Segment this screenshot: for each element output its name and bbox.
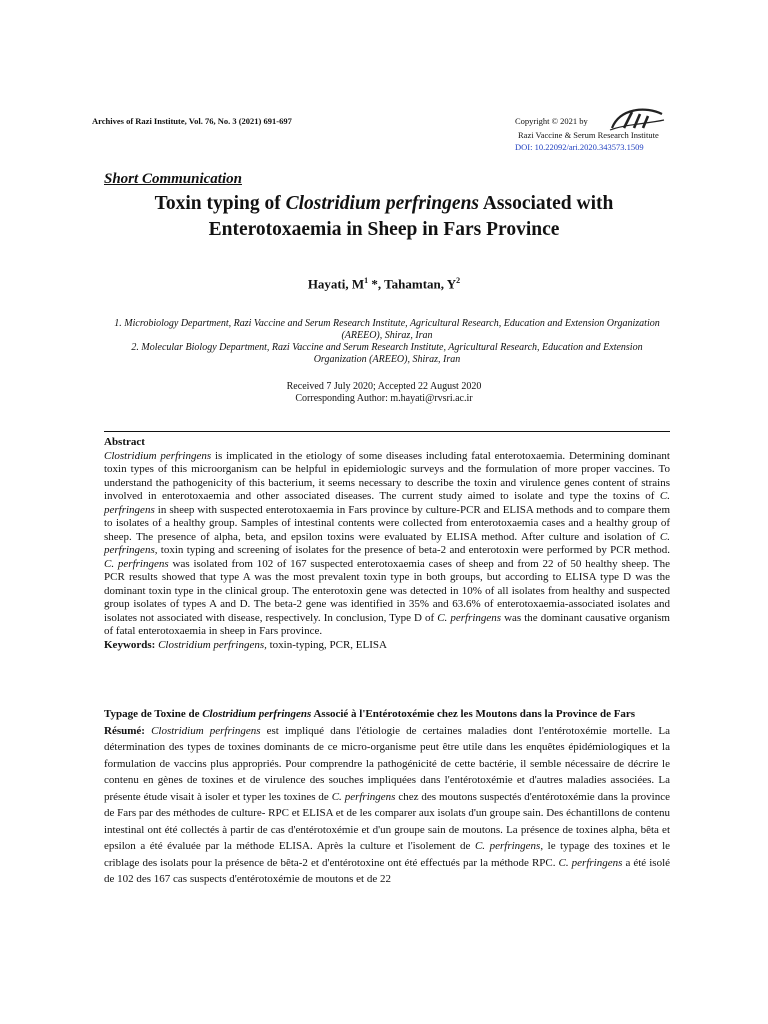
abstract-span: C. perfringens (104, 557, 169, 570)
affiliation-1: 1. Microbiology Department, Razi Vaccine and Serum Research Institute, Agricultural Research, Education and Extension Organization (AREEO), Shiraz, Iran (114, 318, 660, 341)
author-2: , Tahamtan, Y (377, 276, 457, 292)
section-label: Short Communication (104, 171, 242, 187)
abstract-span: was the dominant causative organism of fatal enterotoxaemia in sheep in Fars province. (104, 611, 670, 637)
article-dates (0, 381, 768, 405)
doi-link[interactable]: DOI: 10.22092/ari.2020.343573.1509 (515, 142, 644, 152)
title-species: Clostridium perfringens (285, 193, 480, 214)
author-list (0, 276, 768, 292)
affiliation-2: 2. Molecular Biology Department, Razi Vaccine and Serum Research Institute, Agricultural Research, Education and Extension Organization (AREEO), Shiraz, Iran (131, 342, 643, 365)
title-line2: Enterotoxaemia in Sheep in Fars Province (208, 219, 560, 240)
affiliations (104, 318, 670, 366)
resume-label: Résumé: (104, 724, 145, 737)
abstract-span: toxin typing and screening of isolates for the presence of beta-2 and enterotoxin were performed by PCR method. (157, 544, 670, 556)
resume-span: C. perfringens (558, 856, 623, 869)
resume-span: Clostridium perfringens (144, 724, 261, 737)
author-1: Hayati, M (307, 276, 365, 292)
french-summary (104, 706, 670, 888)
resume-span: C. perfringens (474, 840, 541, 852)
abstract-text (104, 450, 670, 639)
abstract-span: is implicated in the etiology of some diseases including fatal enterotoxaemia. Determining dominant toxin types of this microorganism can be helpful in epidemiologic surveys and the formulation of more proper vaccines. To understand the pathogenicity of this bacterium, it seems necessary to describe the toxin and virulence genes content of strains involved in enterotoxaemia and other associated diseases. The current study aimed to isolate and type the toxins of (104, 449, 670, 502)
french-title-span: Associé à l'Entérotoxémie chez les Moutons dans la Province de Fars (311, 708, 636, 720)
journal-citation: Archives of Razi Institute, Vol. 76, No. 3 (2021) 691-697 (92, 116, 292, 126)
divider (104, 431, 670, 432)
article-title (0, 191, 768, 243)
title-suffix: Associated with (479, 193, 614, 214)
resume-span: a été isolé de 102 des 167 cas suspects d'entérotoxémie de moutons et de 22 (104, 856, 671, 885)
abstract-heading: Abstract (104, 436, 145, 448)
keywords-italic: Clostridium perfringens, (155, 638, 267, 651)
abstract-block (104, 436, 670, 652)
abstract-span: C. perfringens (437, 611, 502, 624)
title-prefix: Toxin typing of (154, 193, 286, 214)
french-title-span: Typage de Toxine de (104, 708, 203, 720)
abstract-span: in sheep with suspected enterotoxaemia in Fars province by culture-PCR and ELISA methods and to compare them to isolates of a healthy group. Samples of intestinal contents were collected from enterotoxaemia cases and a healthy group of sheep. The presence of alpha, beta, and epsilon toxins were evaluated by ELISA method. After culture and isolation of (104, 503, 670, 543)
razi-institute-logo-icon (606, 106, 666, 132)
received-accepted: Received 7 July 2020; Accepted 22 August 2020 (286, 381, 482, 392)
french-title (104, 706, 670, 723)
abstract-span: C. perfringens (104, 490, 670, 516)
copyright-line: Copyright © 2021 by (515, 116, 588, 126)
french-title-span: Clostridium perfringens (202, 708, 312, 720)
corresponding-author: Corresponding Author: m.hayati@rvsri.ac.ir (295, 393, 473, 404)
keywords-rest: toxin-typing, PCR, ELISA (266, 638, 387, 651)
french-resume-text (104, 723, 670, 888)
keywords-label: Keywords: (104, 638, 156, 651)
abstract-span: Clostridium perfringens (104, 449, 212, 462)
resume-span: est impliqué dans l'étiologie de certaines maladies dont l'entérotoxémie mortelle. La détermination des types de toxines dominants de ce micro-organisme peut être utile dans les enquêtes épidémiologiques et la formulation de vaccins plus appropriés. Pour comprendre la pathogénicité de cette bactérie, il semble nécessaire de décrire le contenu en gènes de toxines et de virulence des souches impliquées dans l'entérotoxémie et d'autres maladies associées. La présente étude visait à isoler et typer les toxines de (104, 724, 670, 803)
abstract-span: C. perfringens, (104, 530, 670, 556)
abstract-span: was isolated from 102 of 167 suspected enterotoxaemia cases of sheep and from 22 of 50 healthy sheep. The PCR results showed that type A was the most prevalent toxin type in both groups, but according to ELISA type D was the dominant toxin type in the clinical group. The enterotoxin gene was detected in 10% of all isolates from healthy and suspected group isolates of types A and D. The beta-2 gene was identified in 35% and 63.6% of enterotoxaemia-associated isolates and isolates not associated with disease, respectively. In conclusion, Type D of (104, 557, 670, 624)
publisher-line: Razi Vaccine & Serum Research Institute (518, 130, 659, 140)
resume-span: C. perfringens (331, 790, 396, 803)
corresponding-mark: * (368, 276, 378, 292)
keywords-line (104, 639, 670, 653)
resume-span: chez des moutons suspectés d'entérotoxémie dans la province de Fars par des méthodes de culture- RPC et ELISA et de les comparer aux isolats d'un groupe sain. Des échantillons de contenu intestinal ont été collectés à partir de cas d'entérotoxémie et d'un groupe sain de moutons. La présence de toxines alpha, bêta et epsilon a été évaluée par la méthode ELISA. Après la culture et l'isolement de (104, 790, 670, 852)
author-1-sup: 1 (364, 276, 369, 285)
author-2-sup: 2 (456, 276, 461, 285)
resume-span: , le typage des toxines et le criblage des isolats pour la présence de bêta-2 et d'entérotoxine ont été effectués par la méthode RPC. (104, 840, 671, 869)
